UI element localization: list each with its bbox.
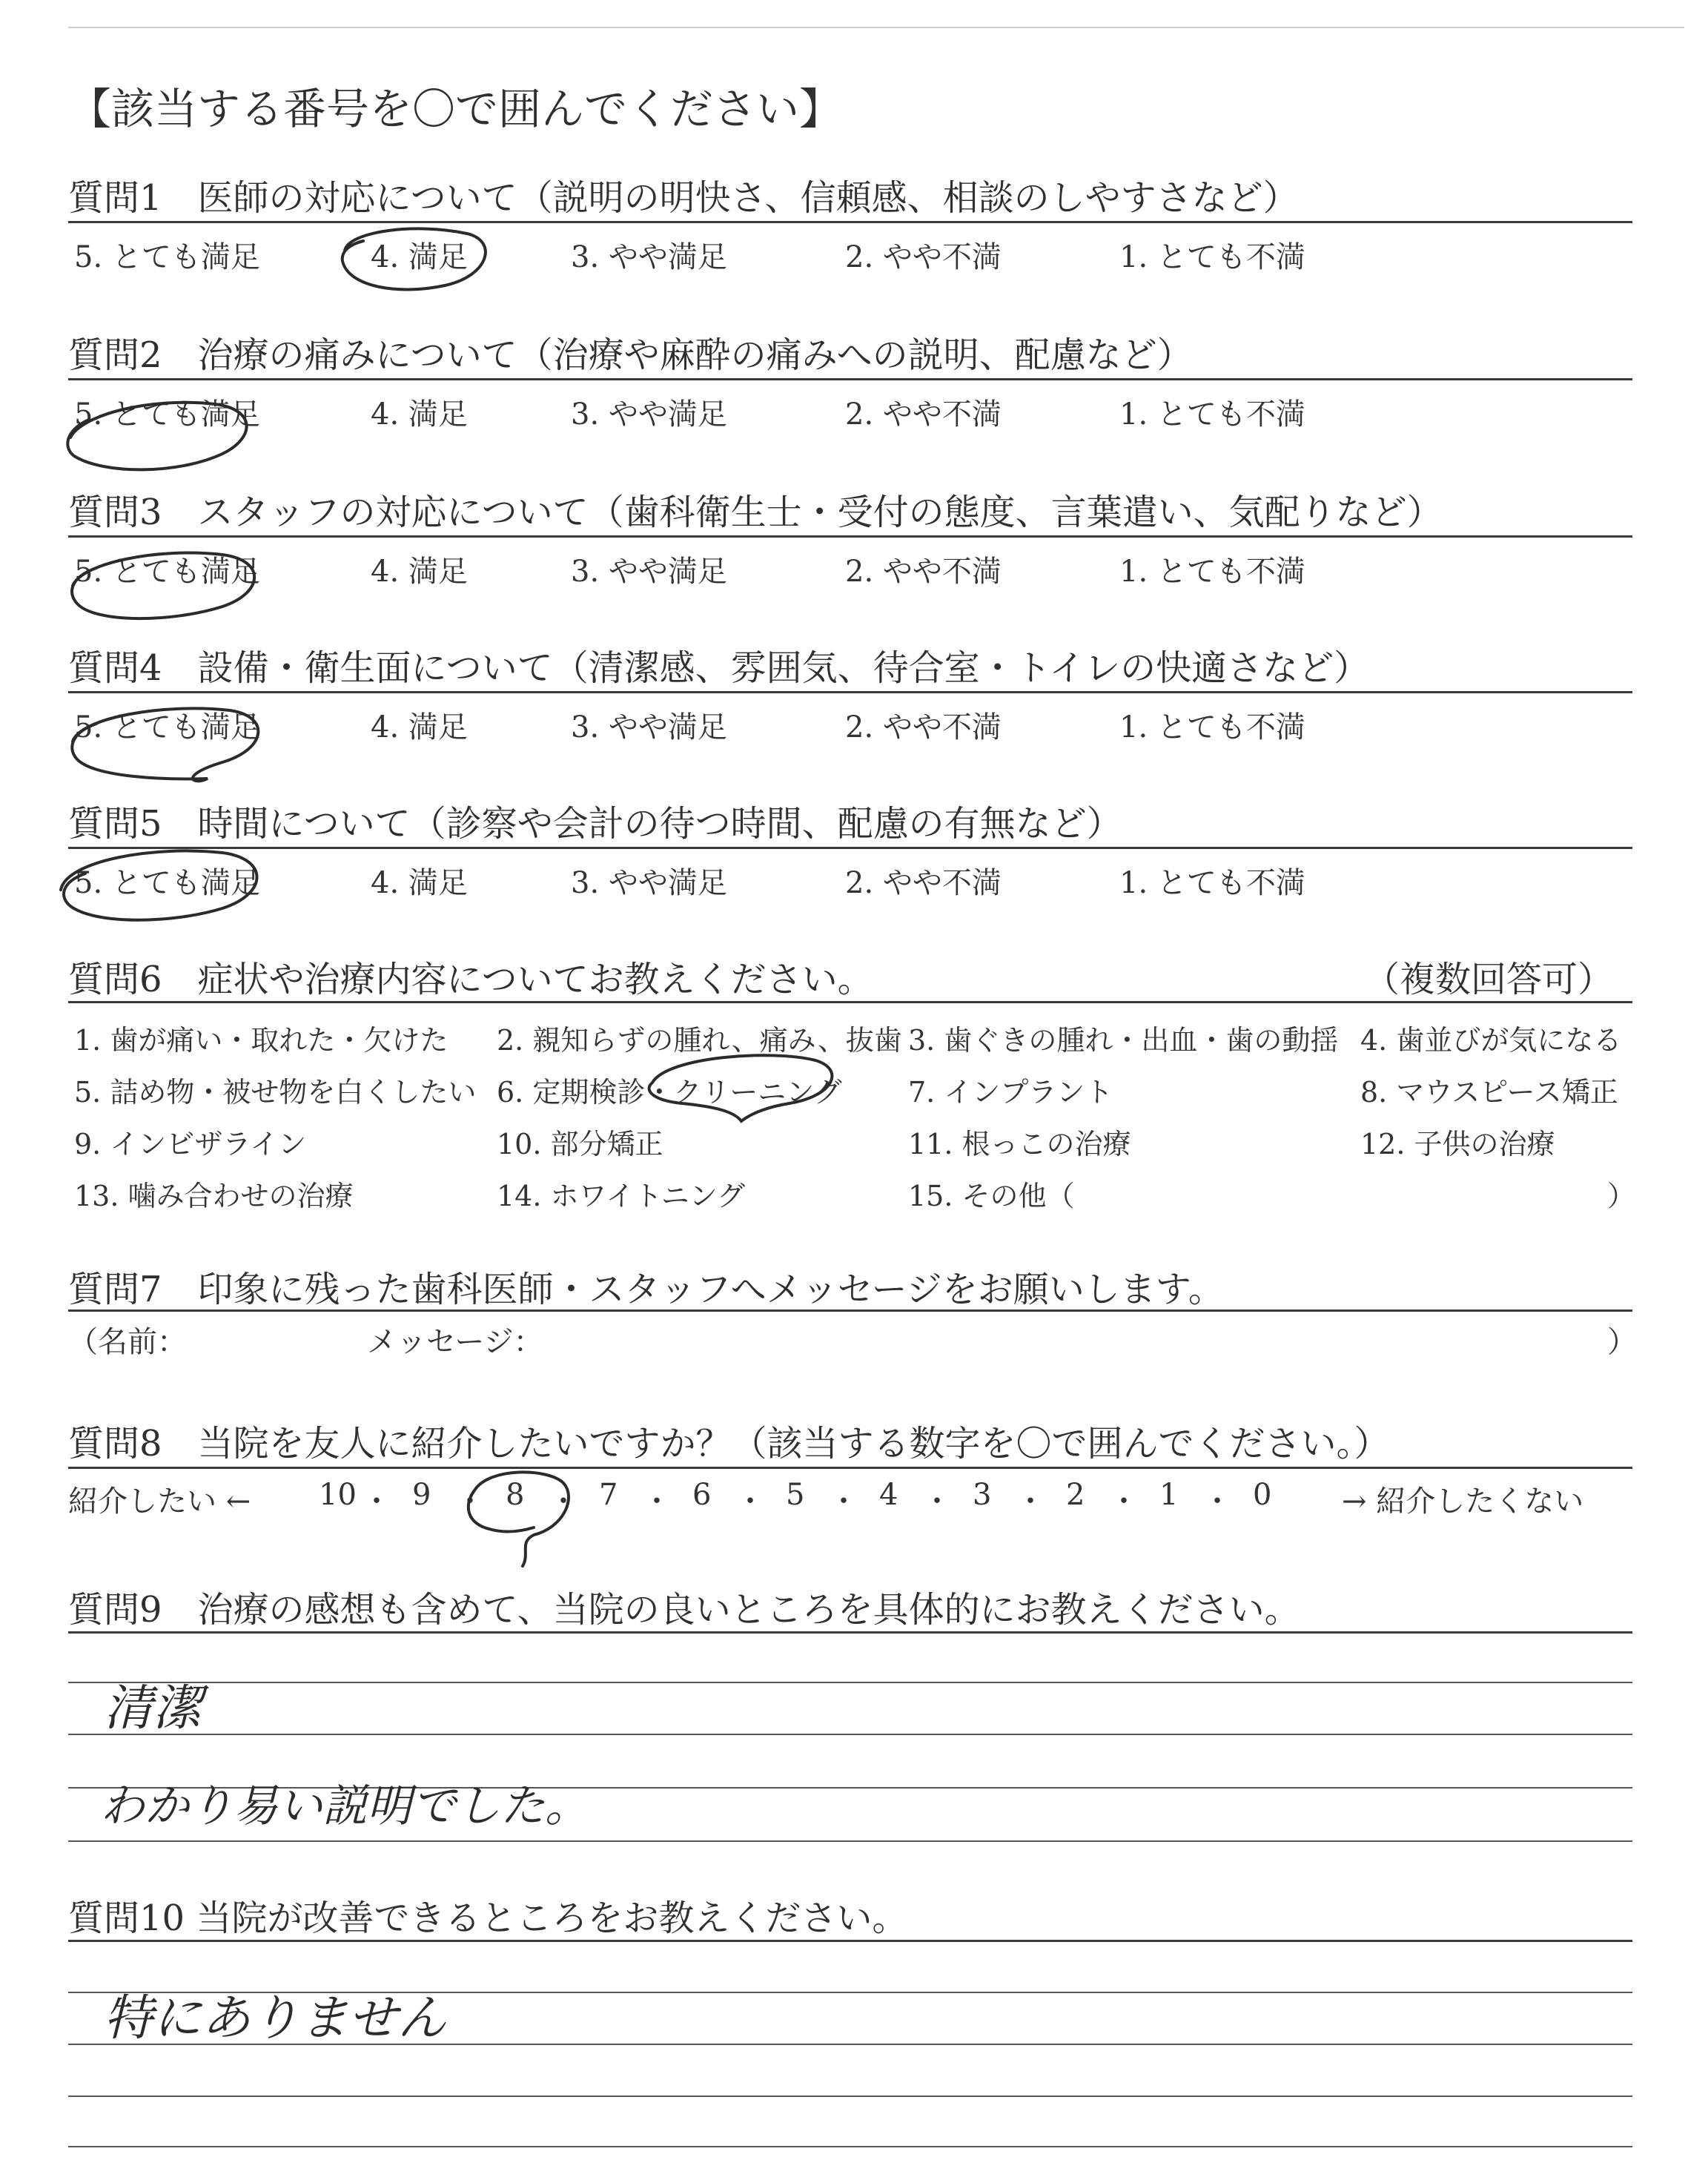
q9-answer-2: わかり易い説明でした。 xyxy=(100,1780,589,1832)
q6-item-2[interactable]: 2. 親知らずの腫れ、痛み、抜歯 xyxy=(497,1024,902,1057)
q3-option-4[interactable]: 4. 満足 xyxy=(371,555,468,589)
question-7-rule xyxy=(68,1309,1632,1312)
q2-option-4[interactable]: 4. 満足 xyxy=(371,397,468,432)
q8-scale-separator: ・ xyxy=(362,1484,391,1519)
page-top-edge xyxy=(68,27,1684,28)
q4-option-4[interactable]: 4. 満足 xyxy=(371,710,468,744)
question-4-rule xyxy=(68,691,1632,693)
question-10-rule xyxy=(68,1940,1632,1942)
q4-option-3[interactable]: 3. やや満足 xyxy=(571,710,727,744)
question-7-title: 質問7 印象に残った歯科医師・スタッフへメッセージをお願いします。 xyxy=(68,1269,1224,1310)
q8-scale-value[interactable]: 5 xyxy=(786,1478,805,1512)
question-3-rule xyxy=(68,535,1632,538)
q10-answer-line-3 xyxy=(68,2095,1632,2097)
q3-option-2[interactable]: 2. やや不満 xyxy=(845,555,1002,589)
q7-name-label: （名前： xyxy=(68,1325,187,1359)
q4-option-2[interactable]: 2. やや不満 xyxy=(845,710,1002,744)
q8-left-label: 紹介したい ← xyxy=(68,1484,251,1519)
q8-scale-value[interactable]: 9 xyxy=(412,1478,431,1512)
q3-option-5[interactable]: 5. とても満足 xyxy=(74,555,260,589)
q8-right-label: → 紹介したくない xyxy=(1342,1484,1584,1519)
question-6-note: （複数回答可） xyxy=(1364,959,1614,1000)
q2-option-5[interactable]: 5. とても満足 xyxy=(74,397,260,432)
question-3-title: 質問3 スタッフの対応について（歯科衛生士・受付の態度、言葉遣い、気配りなど） xyxy=(68,492,1443,533)
question-9-title: 質問9 治療の感想も含めて、当院の良いところを具体的にお教えください。 xyxy=(68,1589,1300,1631)
q6-item-11[interactable]: 11. 根っこの治療 xyxy=(908,1128,1131,1160)
q10-answer-line-4 xyxy=(68,2146,1632,2147)
q6-item-13[interactable]: 13. 噛み合わせの治療 xyxy=(74,1180,354,1212)
q8-scale-value[interactable]: 4 xyxy=(879,1478,898,1512)
q5-option-3[interactable]: 3. やや満足 xyxy=(571,866,727,900)
q8-scale-value[interactable]: 2 xyxy=(1066,1478,1085,1512)
q6-item-7[interactable]: 7. インプラント xyxy=(908,1076,1113,1109)
q5-option-4[interactable]: 4. 満足 xyxy=(371,866,468,900)
q3-option-3[interactable]: 3. やや満足 xyxy=(571,555,727,589)
q1-option-2[interactable]: 2. やや不満 xyxy=(845,240,1002,274)
q7-close-paren: ） xyxy=(1607,1325,1637,1359)
q1-option-5[interactable]: 5. とても満足 xyxy=(74,240,260,274)
question-2-rule xyxy=(68,378,1632,380)
question-6-title: 質問6 症状や治療内容についてお教えください。 xyxy=(68,959,873,1000)
question-8-title: 質問8 当院を友人に紹介したいですか？（該当する数字を〇で囲んでください。） xyxy=(68,1423,1390,1464)
q6-item-1[interactable]: 1. 歯が痛い・取れた・欠けた xyxy=(74,1024,448,1057)
q8-scale-value[interactable]: 10 xyxy=(319,1478,357,1512)
q9-answer-1: 清潔 xyxy=(104,1680,202,1737)
q10-answer-1: 特にありません xyxy=(104,1989,446,2047)
question-6-rule xyxy=(68,1001,1632,1003)
q8-scale-separator: ・ xyxy=(1202,1484,1232,1519)
q8-scale-separator: ・ xyxy=(829,1484,858,1519)
q8-scale-separator: ・ xyxy=(1109,1484,1139,1519)
q5-option-2[interactable]: 2. やや不満 xyxy=(845,866,1002,900)
q6-item-5[interactable]: 5. 詰め物・被せ物を白くしたい xyxy=(74,1076,477,1109)
q5-option-1[interactable]: 1. とても不満 xyxy=(1119,866,1305,900)
q8-scale-separator: ・ xyxy=(735,1484,765,1519)
question-5-title: 質問5 時間について（診察や会計の待つ時間、配慮の有無など） xyxy=(68,803,1122,845)
q6-other-close-paren: ） xyxy=(1607,1180,1636,1212)
q9-answer-line-2 xyxy=(68,1734,1632,1735)
question-10-title: 質問10 当院が改善できるところをお教えください。 xyxy=(68,1898,908,1939)
question-2-title: 質問2 治療の痛みについて（治療や麻酔の痛みへの説明、配慮など） xyxy=(68,334,1193,376)
q5-option-5[interactable]: 5. とても満足 xyxy=(74,866,260,900)
q2-option-3[interactable]: 3. やや満足 xyxy=(571,397,727,432)
question-1-rule xyxy=(68,221,1632,223)
q1-option-4[interactable]: 4. 満足 xyxy=(371,240,468,274)
q8-scale-value[interactable]: 6 xyxy=(692,1478,712,1512)
q8-scale-value[interactable]: 8 xyxy=(506,1478,525,1512)
q1-option-3[interactable]: 3. やや満足 xyxy=(571,240,727,274)
q4-option-1[interactable]: 1. とても不満 xyxy=(1119,710,1305,744)
q6-item-9[interactable]: 9. インビザライン xyxy=(74,1128,307,1160)
question-1-title: 質問1 医師の対応について（説明の明快さ、信頼感、相談のしやすさなど） xyxy=(68,177,1299,219)
question-9-rule xyxy=(68,1631,1632,1634)
q8-scale-value[interactable]: 3 xyxy=(973,1478,992,1512)
q8-scale-separator: ・ xyxy=(549,1484,578,1519)
q8-scale-separator: ・ xyxy=(922,1484,952,1519)
q9-answer-line-4 xyxy=(68,1840,1632,1842)
q6-item-4[interactable]: 4. 歯並びが気になる xyxy=(1360,1024,1622,1057)
q1-option-1[interactable]: 1. とても不満 xyxy=(1119,240,1305,274)
q6-item-3[interactable]: 3. 歯ぐきの腫れ・出血・歯の動揺 xyxy=(908,1024,1339,1057)
q2-option-2[interactable]: 2. やや不満 xyxy=(845,397,1002,432)
page-heading: 【該当する番号を〇で囲んでください】 xyxy=(68,84,843,134)
q9-answer-line-1 xyxy=(68,1682,1632,1683)
q7-message-label: メッセージ： xyxy=(367,1325,543,1359)
q3-option-1[interactable]: 1. とても不満 xyxy=(1119,555,1305,589)
q6-item-6[interactable]: 6. 定期検診・クリーニング xyxy=(497,1076,842,1109)
q8-scale-value[interactable]: 0 xyxy=(1253,1478,1272,1512)
q8-scale-value[interactable]: 1 xyxy=(1159,1478,1179,1512)
q6-item-14[interactable]: 14. ホワイトニング xyxy=(497,1180,746,1212)
question-4-title: 質問4 設備・衛生面について（清潔感、雰囲気、待合室・トイレの快適さなど） xyxy=(68,647,1370,689)
question-8-rule xyxy=(68,1467,1632,1469)
q6-item-8[interactable]: 8. マウスピース矯正 xyxy=(1360,1076,1618,1109)
q8-scale-value[interactable]: 7 xyxy=(599,1478,618,1512)
q2-option-1[interactable]: 1. とても不満 xyxy=(1119,397,1305,432)
q8-scale-separator: ・ xyxy=(642,1484,672,1519)
q6-item-10[interactable]: 10. 部分矯正 xyxy=(497,1128,663,1160)
q4-option-5[interactable]: 5. とても満足 xyxy=(74,710,260,744)
q8-scale-separator: ・ xyxy=(1016,1484,1045,1519)
q6-item-15[interactable]: 15. その他（ xyxy=(908,1180,1075,1212)
q6-item-12[interactable]: 12. 子供の治療 xyxy=(1360,1128,1555,1160)
question-5-rule xyxy=(68,847,1632,849)
q8-scale-separator: ・ xyxy=(455,1484,485,1519)
